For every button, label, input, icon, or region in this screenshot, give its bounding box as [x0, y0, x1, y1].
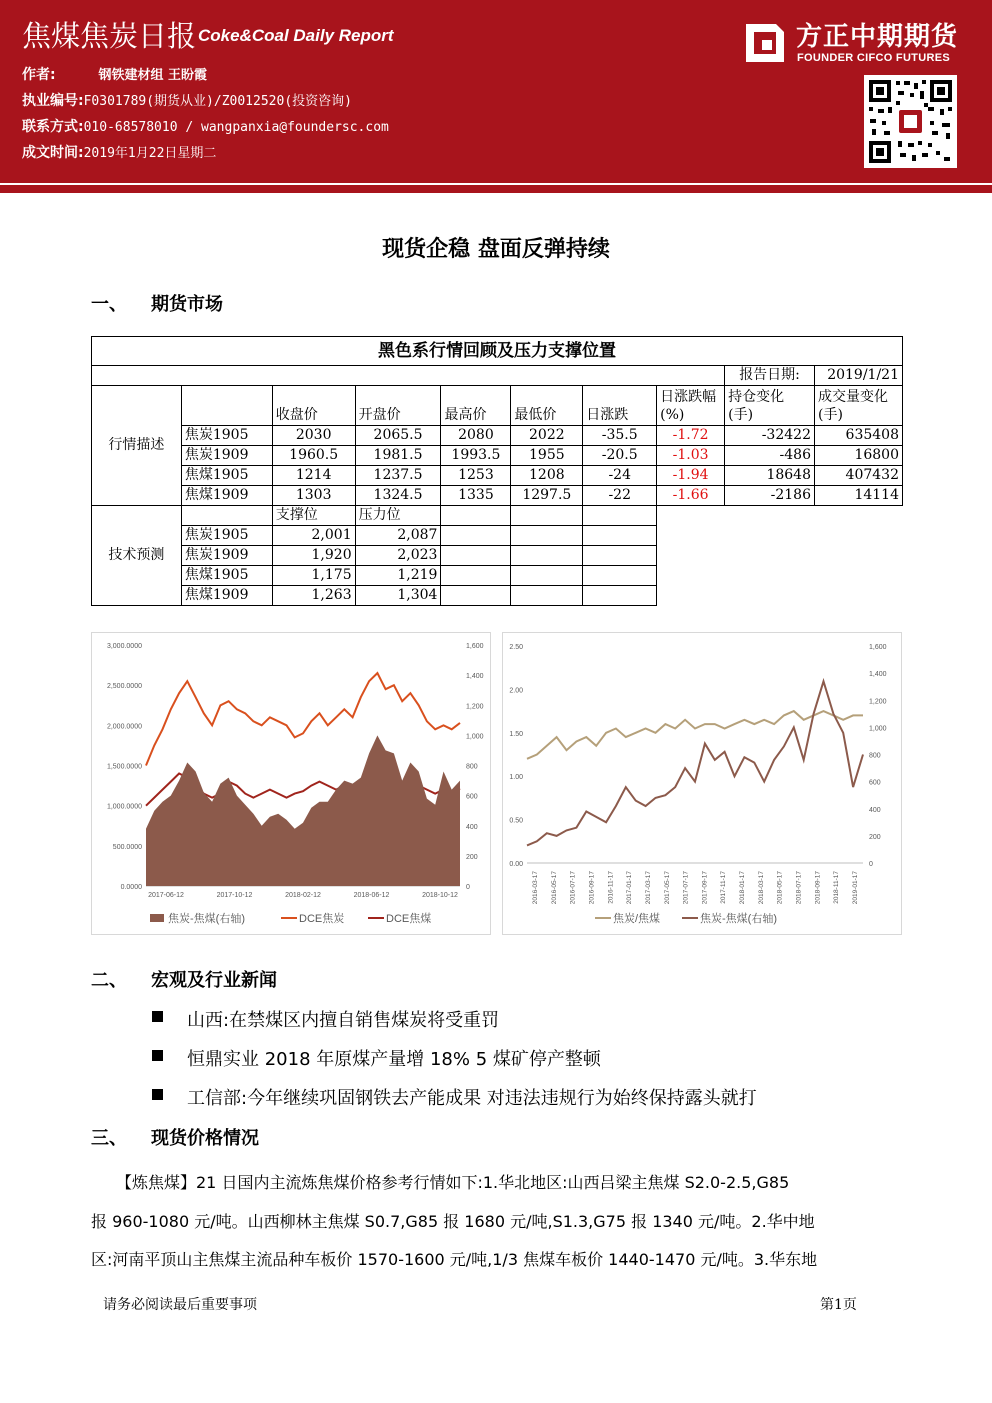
- open-cell: 1981.5: [355, 446, 441, 466]
- change-cell: -20.5: [583, 446, 657, 466]
- header-cell: 支撑位: [272, 506, 355, 526]
- x-tick-label: 2018-03-17: [757, 871, 765, 905]
- y-right-tick-label: 1,200: [869, 698, 887, 706]
- license-line: [22, 90, 352, 110]
- contract-name: 焦炭1905: [181, 526, 272, 546]
- x-tick-label: 2018-11-17: [833, 871, 841, 904]
- header-cell: 日涨跌幅 (%): [657, 386, 725, 426]
- x-tick-label: 2017-01-17: [626, 871, 634, 905]
- y-right-tick-label: 800: [869, 752, 881, 760]
- x-tick-label: 2017-09-17: [701, 871, 709, 905]
- low-cell: 1297.5: [511, 486, 583, 506]
- header-cell: 最高价: [441, 386, 511, 426]
- header-cell: 成交量变化 (手): [814, 386, 902, 426]
- table-title: 黑色系行情回顾及压力支撑位置: [92, 337, 903, 366]
- header-divider: [0, 185, 992, 193]
- legend-label: 焦炭-焦煤(右轴): [700, 913, 777, 925]
- company-name-en: FOUNDER CIFCO FUTURES: [797, 52, 950, 64]
- header-cell: 持仓变化 (手): [725, 386, 815, 426]
- report-title: 焦煤焦炭日报: [22, 19, 197, 53]
- y-left-tick-label: 2,000.0000: [106, 723, 142, 731]
- close-cell: 2030: [272, 426, 355, 446]
- series-area-焦炭-焦煤(右轴): [146, 735, 460, 886]
- high-cell: 1993.5: [441, 446, 511, 466]
- y-right-tick-label: 400: [466, 823, 478, 831]
- x-tick-label: 2017-03-17: [644, 871, 652, 905]
- bullet-square-icon: [152, 1089, 163, 1100]
- change-cell: -35.5: [583, 426, 657, 446]
- low-cell: 1955: [511, 446, 583, 466]
- y-right-tick-label: 1,400: [466, 673, 484, 681]
- y-right-tick-label: 1,200: [466, 703, 484, 711]
- support-cell: 1,920: [272, 546, 355, 566]
- oi-cell: -2186: [725, 486, 815, 506]
- chart-1-svg: [92, 633, 490, 934]
- resistance-cell: 1,219: [355, 566, 441, 586]
- legend-swatch: [150, 914, 164, 922]
- close-cell: 1303: [272, 486, 355, 506]
- series-line-DCE焦炭: [146, 673, 460, 765]
- x-tick-label: 2017-07-17: [682, 871, 690, 905]
- section-number: 一、: [91, 294, 127, 315]
- y-left-tick-label: 2.00: [509, 687, 523, 695]
- legend-label: DCE焦煤: [386, 913, 432, 925]
- date-label: 成文时间:: [22, 145, 84, 161]
- chart-coke-coal-ratio: [502, 632, 902, 935]
- contract-name: 焦炭1909: [181, 546, 272, 566]
- author-value: 钢铁建材组 王盼霞: [98, 68, 208, 83]
- group-label-tech: 技术预测: [92, 506, 182, 606]
- section-title: 期货市场: [151, 294, 223, 315]
- y-left-tick-label: 0.0000: [120, 884, 142, 891]
- change-cell: -24: [583, 466, 657, 486]
- author-label: 作者:: [22, 67, 56, 83]
- x-tick-label: 2016-11-17: [607, 871, 615, 904]
- volume-cell: 14114: [814, 486, 902, 506]
- chart-2-svg: [503, 633, 901, 934]
- market-table: [91, 336, 903, 606]
- contract-name: 焦煤1909: [181, 486, 272, 506]
- bullet-square-icon: [152, 1050, 163, 1061]
- report-date-label: 报告日期:: [725, 366, 815, 386]
- x-tick-label: 2019-01-17: [852, 871, 859, 905]
- x-tick-label: 2016-03-17: [532, 871, 539, 905]
- report-subtitle: Coke&Coal Daily Report: [198, 26, 394, 45]
- table-row: [92, 466, 903, 486]
- low-cell: 2022: [511, 426, 583, 446]
- footer-disclaimer: 请务必阅读最后重要事项: [103, 1297, 257, 1313]
- pct-cell: -1.66: [657, 486, 725, 506]
- section-number: 二、: [91, 970, 127, 991]
- y-left-tick-label: 1,500.0000: [106, 763, 142, 771]
- support-cell: 2,001: [272, 526, 355, 546]
- x-tick-label: 2018-06-12: [353, 892, 390, 899]
- high-cell: 1253: [441, 466, 511, 486]
- license-value: F0301789(期货从业)/Z0012520(投资咨询): [83, 94, 352, 109]
- y-right-tick-label: 1,400: [869, 671, 887, 679]
- x-tick-label: 2016-05-17: [550, 871, 558, 905]
- y-right-tick-label: 0: [869, 861, 873, 868]
- y-left-tick-label: 500.0000: [112, 843, 142, 851]
- table-row: [92, 426, 903, 446]
- y-left-tick-label: 1.00: [509, 774, 523, 782]
- pct-cell: -1.03: [657, 446, 725, 466]
- contact-label: 联系方式:: [22, 119, 84, 135]
- qr-code-icon: [864, 75, 957, 168]
- close-cell: 1214: [272, 466, 355, 486]
- y-left-tick-label: 1,000.0000: [106, 803, 142, 811]
- paragraph-line: 区:河南平顶山主焦煤主流品种车板价 1570-1600 元/吨,1/3 焦煤车板价 1440-1470 元/吨。3.华东地: [91, 1250, 818, 1269]
- y-left-tick-label: 0.00: [509, 861, 523, 868]
- volume-cell: 16800: [814, 446, 902, 466]
- high-cell: 1335: [441, 486, 511, 506]
- close-cell: 1960.5: [272, 446, 355, 466]
- table-row: [92, 446, 903, 466]
- y-right-tick-label: 200: [869, 833, 881, 841]
- section-title: 现货价格情况: [151, 1128, 259, 1149]
- page-title: 现货企稳 盘面反弹持续: [382, 237, 610, 262]
- bullet-square-icon: [152, 1011, 163, 1022]
- y-right-tick-label: 200: [466, 853, 478, 861]
- y-right-tick-label: 400: [869, 806, 881, 814]
- contact-value: 010-68578010 / wangpanxia@foundersc.com: [83, 120, 389, 135]
- news-text: 工信部:今年继续巩固钢铁去产能成果 对违法违规行为始终保持露头就打: [187, 1088, 757, 1109]
- date-value: 2019年1月22日星期二: [83, 146, 217, 161]
- section-title: 宏观及行业新闻: [151, 970, 277, 991]
- contact-line: [22, 116, 389, 136]
- volume-cell: 635408: [814, 426, 902, 446]
- y-left-tick-label: 2,500.0000: [106, 683, 142, 691]
- x-tick-label: 2017-11-17: [720, 871, 728, 904]
- x-tick-label: 2016-09-17: [588, 871, 596, 905]
- support-cell: 1,263: [272, 586, 355, 606]
- paragraph-line: 【炼焦煤】21 日国内主流炼焦煤价格参考行情如下:1.华北地区:山西吕梁主焦煤 S2.0-2.5,G85: [116, 1173, 790, 1192]
- y-right-tick-label: 1,000: [869, 725, 887, 733]
- low-cell: 1208: [511, 466, 583, 486]
- x-tick-label: 2017-05-17: [663, 871, 671, 905]
- y-right-tick-label: 600: [869, 779, 881, 787]
- founder-logo-icon: [742, 20, 788, 66]
- volume-cell: 407432: [814, 466, 902, 486]
- resistance-cell: 2,087: [355, 526, 441, 546]
- y-right-tick-label: 1,600: [466, 643, 484, 650]
- chart-coke-coal-price: [91, 632, 491, 935]
- y-left-tick-label: 0.50: [509, 817, 523, 825]
- oi-cell: -486: [725, 446, 815, 466]
- y-left-tick-label: 2.50: [509, 644, 523, 651]
- y-right-tick-label: 1,600: [869, 644, 887, 651]
- change-cell: -22: [583, 486, 657, 506]
- license-label: 执业编号:: [22, 93, 84, 109]
- date-line: [22, 142, 216, 162]
- x-tick-label: 2018-01-17: [739, 871, 747, 905]
- news-text: 恒鼎实业 2018 年原煤产量增 18% 5 煤矿停产整顿: [187, 1049, 601, 1070]
- footer-page-number: 第1页: [820, 1297, 857, 1313]
- legend-label: 焦炭/焦煤: [613, 913, 661, 925]
- open-cell: 1237.5: [355, 466, 441, 486]
- header-banner: [0, 0, 992, 183]
- open-cell: 1324.5: [355, 486, 441, 506]
- header-cell: 收盘价: [272, 386, 355, 426]
- contract-name: 焦炭1909: [181, 446, 272, 466]
- contract-name: 焦煤1909: [181, 586, 272, 606]
- x-tick-label: 2018-09-17: [814, 871, 822, 905]
- y-right-tick-label: 800: [466, 763, 478, 771]
- x-tick-label: 2016-07-17: [569, 871, 577, 905]
- legend-label: DCE焦炭: [299, 913, 345, 925]
- x-tick-label: 2017-06-12: [148, 892, 184, 899]
- y-left-tick-label: 1.50: [509, 730, 523, 738]
- company-name-cn: 方正中期期货: [796, 22, 959, 52]
- contract-name: 焦炭1905: [181, 426, 272, 446]
- header-cell: 日涨跌: [583, 386, 657, 426]
- header-cell: 压力位: [355, 506, 441, 526]
- x-tick-label: 2018-07-17: [795, 871, 803, 905]
- y-right-tick-label: 600: [466, 793, 478, 801]
- report-date-value: 2019/1/21: [814, 366, 902, 386]
- y-right-tick-label: 0: [466, 884, 470, 891]
- pct-cell: -1.72: [657, 426, 725, 446]
- header-cell: 最低价: [511, 386, 583, 426]
- news-text: 山西:在禁煤区内擅自销售煤炭将受重罚: [187, 1010, 500, 1031]
- oi-cell: -32422: [725, 426, 815, 446]
- section-number: 三、: [91, 1128, 127, 1149]
- contract-name: 焦煤1905: [181, 466, 272, 486]
- support-cell: 1,175: [272, 566, 355, 586]
- author-line: [22, 64, 207, 84]
- header-cell: 开盘价: [355, 386, 441, 426]
- paragraph-line: 报 960-1080 元/吨。山西柳林主焦煤 S0.7,G85 报 1680 元/吨,S1.3,G75 报 1340 元/吨。2.华中地: [91, 1212, 815, 1231]
- high-cell: 2080: [441, 426, 511, 446]
- x-tick-label: 2018-10-12: [422, 892, 458, 899]
- resistance-cell: 2,023: [355, 546, 441, 566]
- table-row: [92, 486, 903, 506]
- x-tick-label: 2017-10-12: [216, 892, 253, 899]
- legend-label: 焦炭-焦煤(右轴): [168, 913, 245, 925]
- group-label-market: 行情描述: [92, 386, 182, 506]
- open-cell: 2065.5: [355, 426, 441, 446]
- oi-cell: 18648: [725, 466, 815, 486]
- resistance-cell: 1,304: [355, 586, 441, 606]
- y-left-tick-label: 3,000.0000: [106, 643, 142, 650]
- y-right-tick-label: 1,000: [466, 733, 484, 741]
- contract-name: 焦煤1905: [181, 566, 272, 586]
- series-line-焦炭-焦煤(右轴): [527, 681, 863, 845]
- pct-cell: -1.94: [657, 466, 725, 486]
- x-tick-label: 2018-02-12: [285, 892, 321, 899]
- x-tick-label: 2018-05-17: [776, 871, 784, 905]
